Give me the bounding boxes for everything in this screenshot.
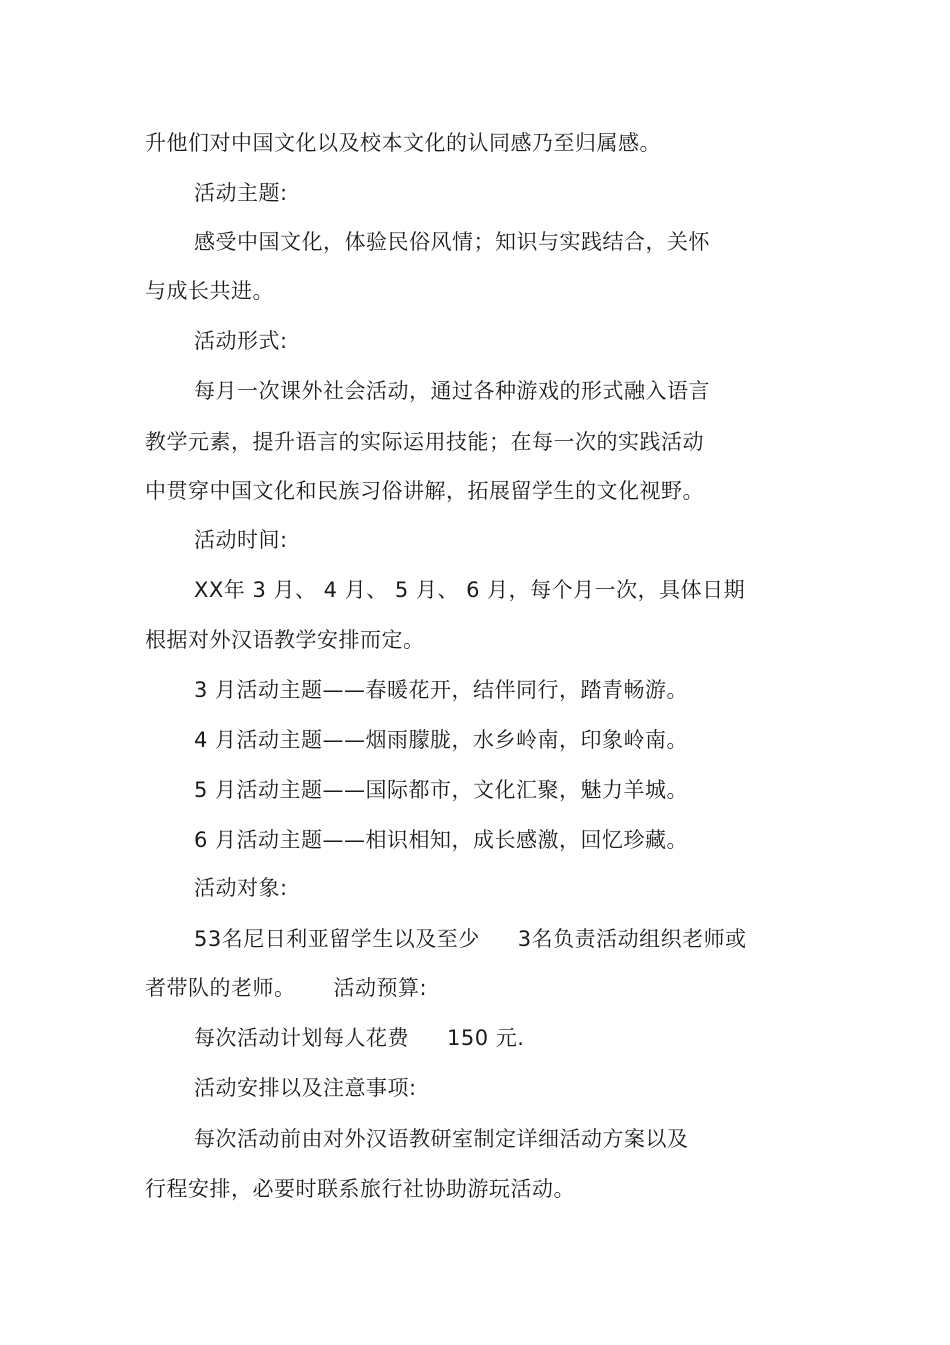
paragraph-line: 与成长共进。 xyxy=(145,279,274,303)
section-heading-arrangement: 活动安排以及注意事项: xyxy=(194,1076,417,1100)
paragraph-line: 教学元素，提升语言的实际运用技能；在每一次的实践活动 xyxy=(145,430,704,454)
paragraph-line: 升他们对中国文化以及校本文化的认同感乃至归属感。 xyxy=(145,131,661,155)
month-theme-line: 5 月活动主题——国际都市，文化汇聚，魅力羊城。 xyxy=(194,778,689,802)
month-theme-line: 6 月活动主题——相识相知，成长感激，回忆珍藏。 xyxy=(194,828,689,852)
text-fragment: 每次活动计划每人花费 xyxy=(194,1026,409,1050)
paragraph-line: XX年 3 月、 4 月、 5 月、 6 月，每个月一次，具体日期 xyxy=(194,578,746,602)
section-heading-theme: 活动主题: xyxy=(194,181,288,205)
month-theme-line: 4 月活动主题——烟雨朦胧，水乡岭南，印象岭南。 xyxy=(194,728,689,752)
text-fragment: 53名尼日利亚留学生以及至少 xyxy=(194,927,480,951)
section-heading-time: 活动时间: xyxy=(194,528,288,552)
month-theme-line: 3 月活动主题——春暖花开，结伴同行，踏青畅游。 xyxy=(194,678,689,702)
section-heading-format: 活动形式: xyxy=(194,329,288,353)
section-heading-target: 活动对象: xyxy=(194,876,288,900)
paragraph-line: 每月一次课外社会活动，通过各种游戏的形式融入语言 xyxy=(194,379,710,403)
text-fragment: 者带队的老师。 xyxy=(145,976,296,1000)
paragraph-line: 感受中国文化，体验民俗风情；知识与实践结合，关怀 xyxy=(194,230,710,254)
paragraph-line xyxy=(145,973,427,1003)
paragraph-line xyxy=(194,924,747,954)
paragraph-line: 中贯穿中国文化和民族习俗讲解，拓展留学生的文化视野。 xyxy=(145,479,704,503)
paragraph-line: 根据对外汉语教学安排而定。 xyxy=(145,628,425,652)
paragraph-line: 行程安排，必要时联系旅行社协助游玩活动。 xyxy=(145,1177,575,1201)
section-heading-budget: 活动预算: xyxy=(333,976,428,1000)
paragraph-line xyxy=(194,1023,524,1053)
text-fragment: 3名负责活动组织老师或 xyxy=(517,927,747,951)
text-fragment: 150 元. xyxy=(447,1026,525,1050)
paragraph-line: 每次活动前由对外汉语教研室制定详细活动方案以及 xyxy=(194,1127,689,1151)
